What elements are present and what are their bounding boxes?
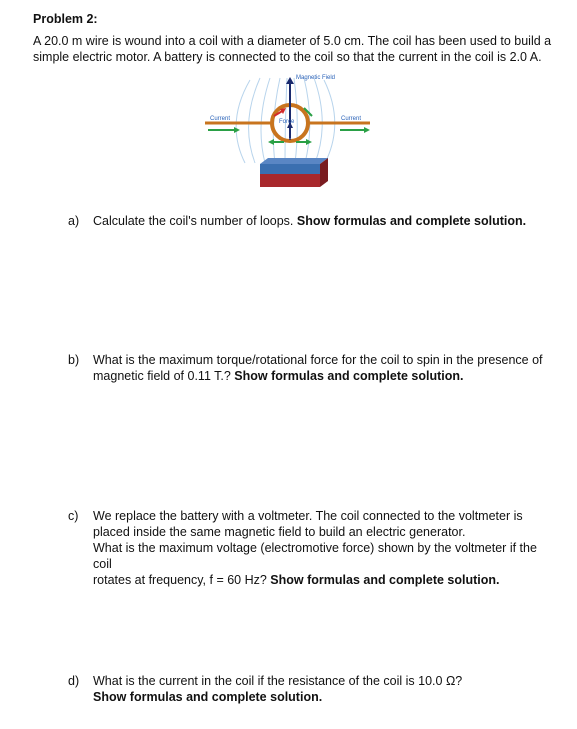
- question-d-letter: d): [68, 674, 80, 688]
- current-arrowhead-coil-bottom-left: [268, 139, 274, 145]
- field-line: [314, 78, 322, 163]
- question-a-letter: a): [68, 214, 80, 228]
- motor-figure: [200, 68, 375, 193]
- question-c-line-1: We replace the battery with a voltmeter. The coil connected to the voltmeter is: [93, 509, 523, 523]
- question-c-letter: c): [68, 509, 79, 523]
- question-a-text: Calculate the coil's number of loops.: [93, 214, 297, 228]
- question-d-bold: Show formulas and complete solution.: [93, 690, 323, 704]
- question-c-line-2: placed inside the same magnetic field to build an electric generator.: [93, 525, 466, 539]
- field-line: [261, 78, 270, 163]
- field-line: [249, 78, 260, 163]
- magnetic-field-label: Magnetic Field: [296, 75, 336, 81]
- motor-diagram: [200, 68, 375, 193]
- current-arrowhead-left: [234, 127, 240, 133]
- question-a: [68, 213, 558, 229]
- magnet-north: [260, 164, 320, 174]
- field-line: [294, 78, 297, 163]
- intro-line-1: A 20.0 m wire is wound into a coil with a diameter of 5.0 cm. The coil has been used to build a: [33, 34, 552, 48]
- question-b-line-2: magnetic field of 0.11 T.?: [93, 369, 235, 383]
- magnet-south: [260, 174, 320, 187]
- problem-intro: [33, 33, 553, 65]
- magnet-top-face: [260, 158, 328, 164]
- question-d: [68, 673, 558, 705]
- question-c-bold: Show formulas and complete solution.: [270, 573, 500, 587]
- intro-line-2: simple electric motor. A battery is connected to the coil so that the current in the coil is 2.0 A.: [33, 50, 542, 64]
- question-d-line-1: What is the current in the coil if the resistance of the coil is 10.0 Ω?: [93, 674, 463, 688]
- question-a-bold: Show formulas and complete solution.: [296, 214, 527, 228]
- question-b-bold: Show formulas and complete solution.: [234, 369, 464, 383]
- question-c-line-4: rotates at frequency, f = 60 Hz?: [93, 573, 271, 587]
- current-arrowhead-right: [364, 127, 370, 133]
- problem-title: Problem 2:: [33, 12, 98, 26]
- force-label: Force: [279, 119, 295, 125]
- current-right-label: Current: [341, 116, 362, 122]
- question-b-letter: b): [68, 353, 80, 367]
- question-b: [68, 352, 558, 384]
- question-b-line-1: What is the maximum torque/rotational force for the coil to spin in the presence of: [93, 353, 543, 367]
- question-c: [68, 508, 558, 588]
- question-c-line-3: What is the maximum voltage (electromotive force) shown by the voltmeter if the coil: [93, 541, 537, 571]
- current-left-label: Current: [210, 116, 231, 122]
